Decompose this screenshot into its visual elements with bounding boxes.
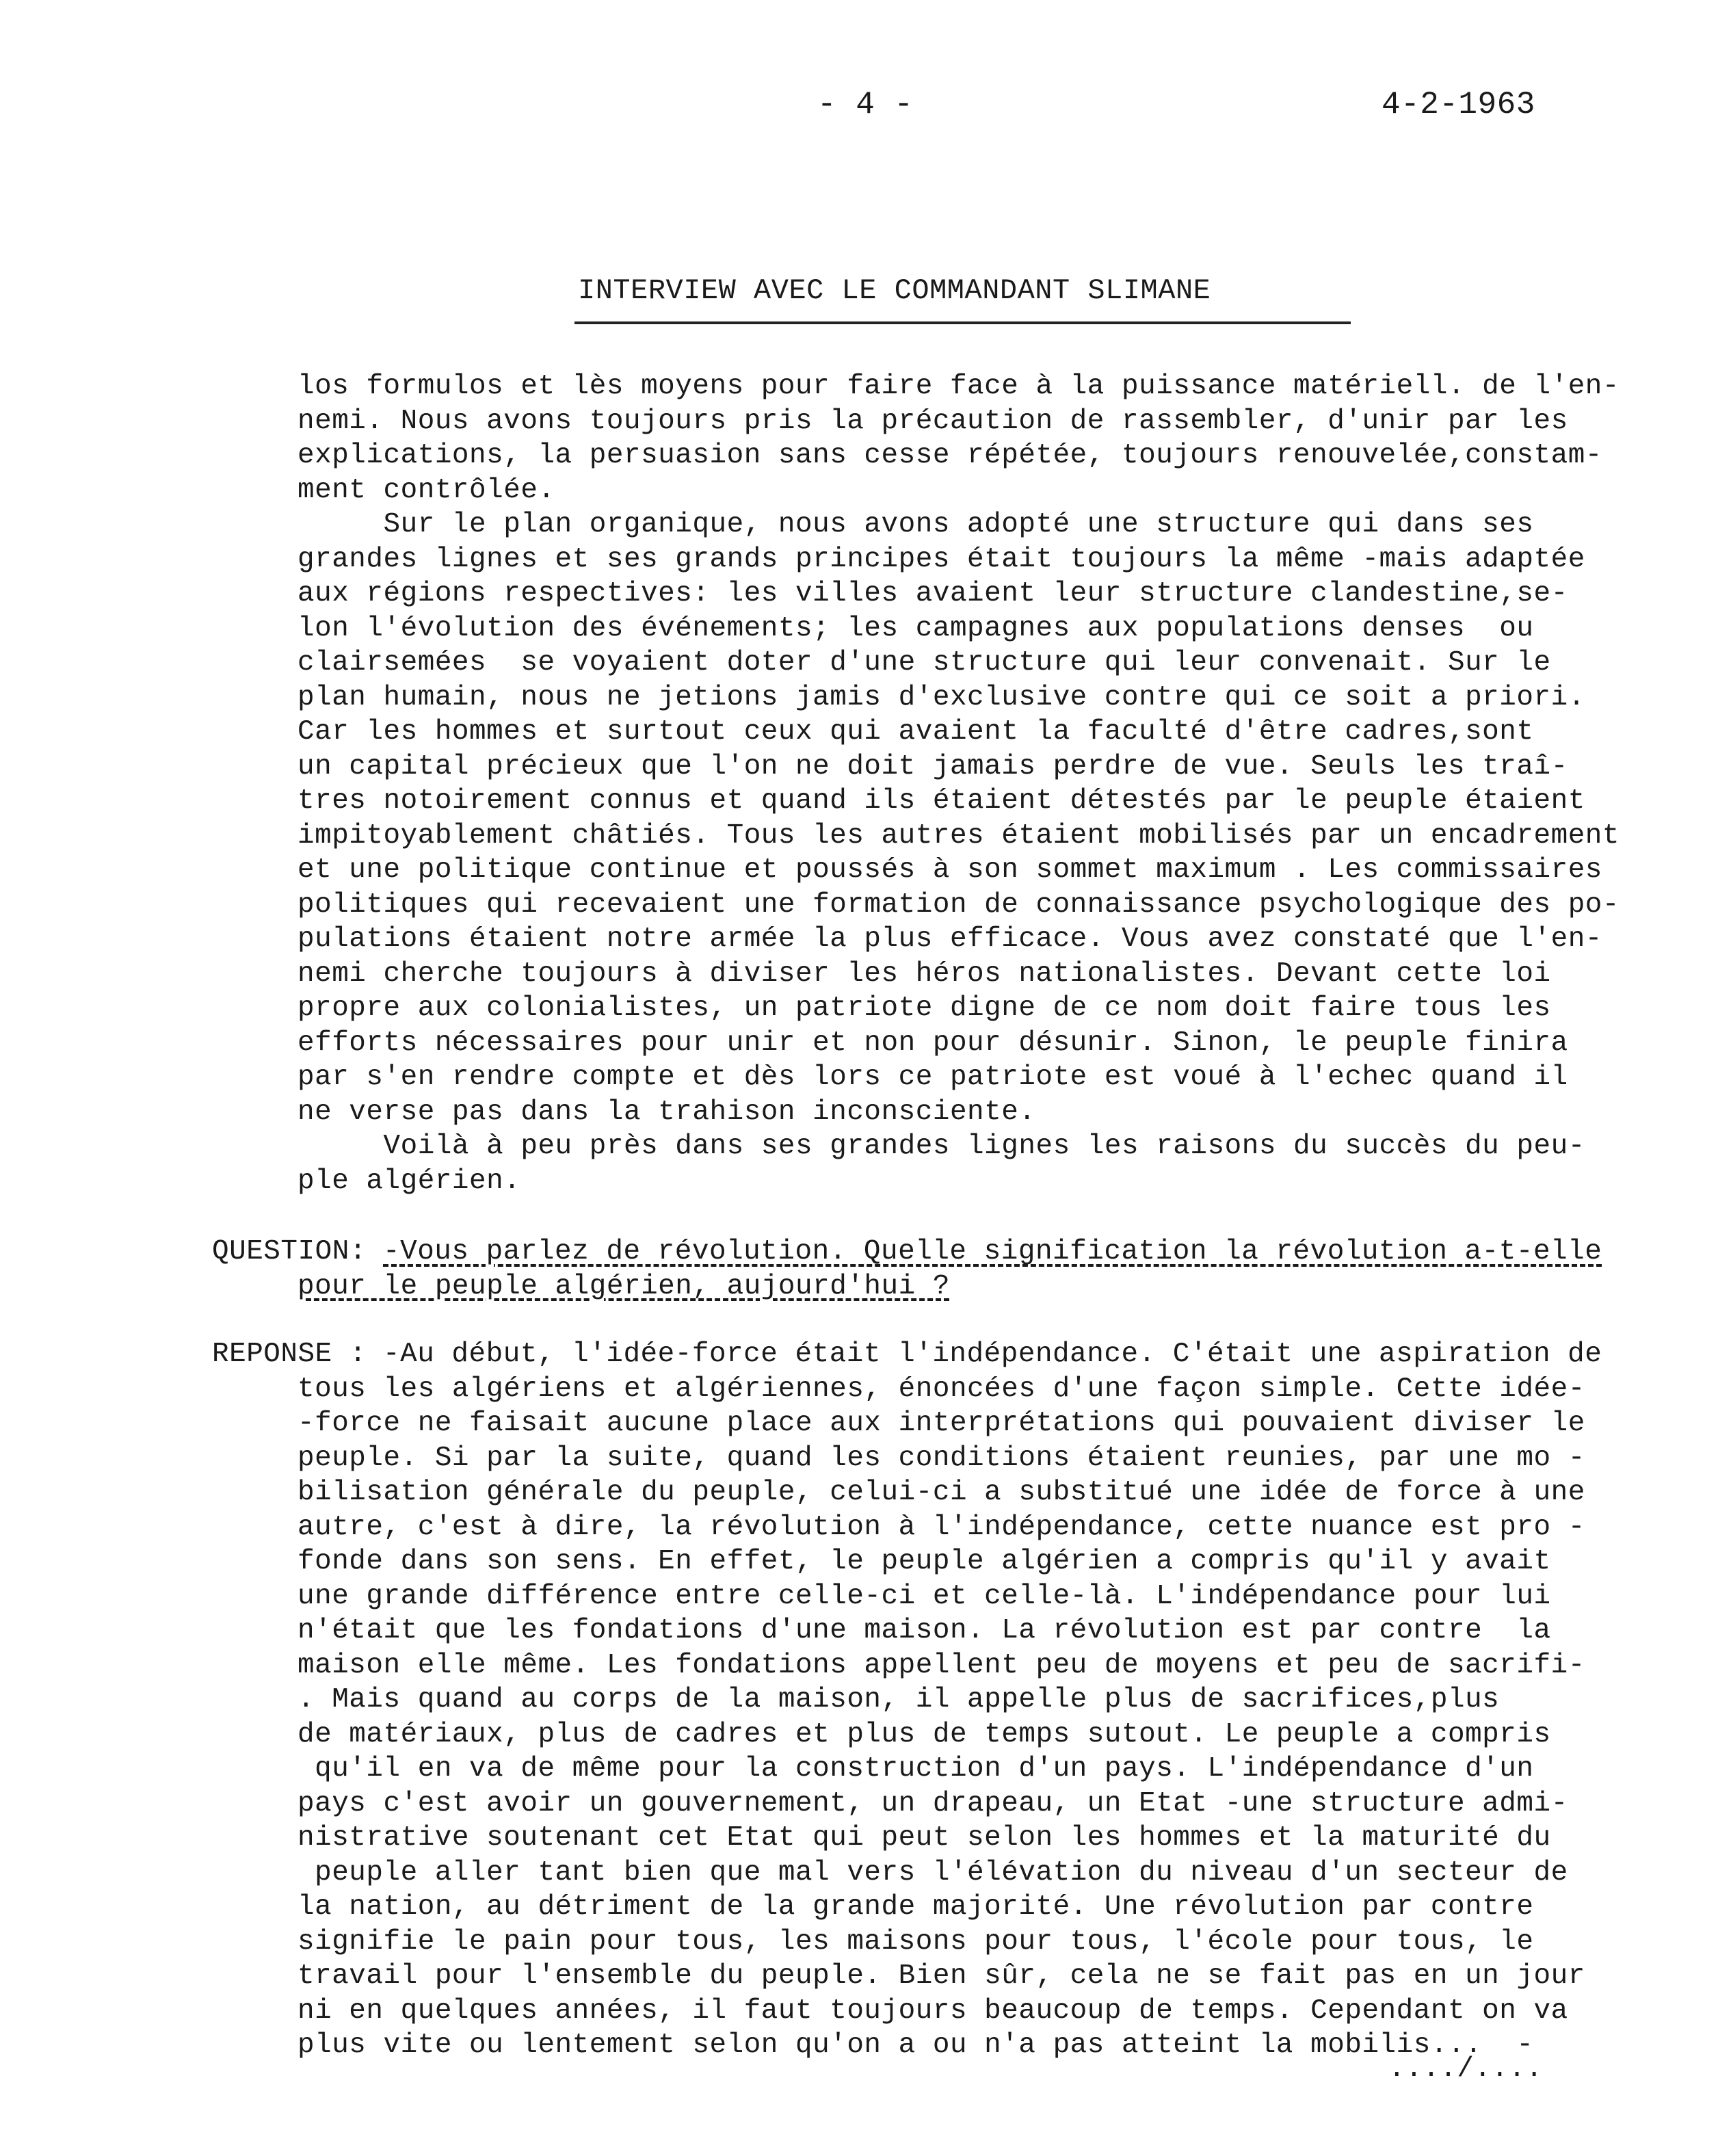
text-line: Car les hommes et surtout ceux qui avaient la faculté d'être cadres,sont	[298, 716, 1534, 748]
text-line: ne verse pas dans la trahison inconsciente.	[298, 1096, 1036, 1128]
text-line: la nation, au détriment de la grande majorité. Une révolution par contre	[298, 1891, 1534, 1923]
text-line: travail pour l'ensemble du peuple. Bien sûr, cela ne se fait pas en un jour	[298, 1960, 1585, 1992]
page-number: - 4 -	[817, 87, 914, 122]
text-line: ni en quelques années, il faut toujours beaucoup de temps. Cependant on va	[298, 1995, 1568, 2027]
text-line: bilisation générale du peuple, celui-ci a substitué une idée de force à une	[298, 1477, 1585, 1508]
text-line: nemi cherche toujours à diviser les héros nationalistes. Devant cette loi	[298, 958, 1551, 990]
text-line: fonde dans son sens. En effet, le peuple algérien a compris qu'il y avait	[298, 1546, 1551, 1577]
text-line: tous les algériens et algériennes, énoncées d'une façon simple. Cette idée-	[298, 1373, 1585, 1405]
text-line: plan humain, nous ne jetions jamis d'exclusive contre qui ce soit a priori.	[298, 681, 1585, 713]
text-line: -Au début, l'idée-force était l'indépendance. C'était une aspiration de	[383, 1339, 1602, 1370]
document-title: INTERVIEW AVEC LE COMMANDANT SLIMANE	[578, 274, 1211, 307]
document-date: 4-2-1963	[1382, 87, 1535, 122]
text-line: -force ne faisait aucune place aux interprétations qui pouvaient diviser le	[298, 1408, 1585, 1439]
text-line: efforts nécessaires pour unir et non pour désunir. Sinon, le peuple finira	[298, 1027, 1568, 1059]
continued-marker: ..../....	[1388, 2053, 1543, 2085]
title-underline	[574, 321, 1351, 324]
text-line: peuple aller tant bien que mal vers l'élévation du niveau d'un secteur de	[298, 1856, 1568, 1889]
text-line: un capital précieux que l'on ne doit jamais perdre de vue. Seuls les traî-	[298, 750, 1568, 783]
text-line: pour le peuple algérien, aujourd'hui ?	[298, 1270, 950, 1302]
text-line: qu'il en va de même pour la construction d'un pays. L'indépendance d'un	[298, 1753, 1534, 1785]
text-line: aux régions respectives: les villes avaient leur structure clandestine,se-	[298, 578, 1568, 609]
text-line: los formulos et lès moyens pour faire face à la puissance matériell. de l'en-	[298, 371, 1620, 402]
text-line: par s'en rendre compte et dès lors ce patriote est voué à l'echec quand il	[298, 1062, 1568, 1093]
text-line: ple algérien.	[298, 1165, 521, 1197]
text-line: clairsemées se voyaient doter d'une structure qui leur convenait. Sur le	[298, 647, 1551, 679]
text-line: une grande différence entre celle-ci et celle-là. L'indépendance pour lui	[298, 1580, 1551, 1612]
text-line: n'était que les fondations d'une maison. La révolution est par contre la	[298, 1615, 1551, 1646]
text-line: propre aux colonialistes, un patriote digne de ce nom doit faire tous les	[298, 992, 1551, 1024]
text-line: Voilà à peu près dans ses grandes lignes les raisons du succès du peu-	[298, 1131, 1585, 1162]
text-line: ment contrôlée.	[298, 474, 555, 506]
response-text	[298, 1337, 1602, 2063]
body-paragraphs	[298, 369, 1620, 1198]
text-line: tres notoirement connus et quand ils étaient détestés par le peuple étaient	[298, 785, 1585, 817]
text-line: explications, la persuasion sans cesse répétée, toujours renouvelée,constam-	[298, 440, 1602, 471]
text-line: nemi. Nous avons toujours pris la précaution de rassembler, d'unir par les	[298, 405, 1568, 437]
text-line: Sur le plan organique, nous avons adopté une structure qui dans ses	[298, 509, 1534, 540]
text-line: nistrative soutenant cet Etat qui peut selon les hommes et la maturité du	[298, 1822, 1551, 1854]
text-line: peuple. Si par la suite, quand les conditions étaient reunies, par une mo -	[298, 1442, 1585, 1474]
text-line: pulations étaient notre armée la plus efficace. Vous avez constaté que l'en-	[298, 923, 1602, 955]
text-line: lon l'évolution des événements; les campagnes aux populations denses ou	[298, 612, 1534, 644]
text-line: et une politique continue et poussés à son sommet maximum . Les commissaires	[298, 854, 1602, 886]
question-text	[298, 1235, 1602, 1304]
response-label: REPONSE :	[212, 1339, 367, 1370]
text-line: plus vite ou lentement selon qu'on a ou n'a pas atteint la mobilis... -	[298, 2029, 1534, 2061]
text-line: politiques qui recevaient une formation de connaissance psychologique des po-	[298, 889, 1620, 921]
text-line: grandes lignes et ses grands principes était toujours la même -mais adaptée	[298, 543, 1585, 575]
text-line: autre, c'est à dire, la révolution à l'indépendance, cette nuance est pro -	[298, 1511, 1585, 1543]
text-line: maison elle même. Les fondations appellent peu de moyens et peu de sacrifi-	[298, 1649, 1585, 1681]
text-line: de matériaux, plus de cadres et plus de temps sutout. Le peuple a compris	[298, 1718, 1551, 1750]
text-line: pays c'est avoir un gouvernement, un drapeau, un Etat -une structure admi-	[298, 1787, 1568, 1819]
text-line: . Mais quand au corps de la maison, il appelle plus de sacrifices,plus	[298, 1684, 1500, 1715]
text-line: signifie le pain pour tous, les maisons pour tous, l'école pour tous, le	[298, 1925, 1534, 1958]
text-line: impitoyablement châtiés. Tous les autres étaient mobilisés par un encadrement	[298, 819, 1620, 852]
question-label: QUESTION:	[212, 1236, 367, 1267]
text-line: -Vous parlez de révolution. Quelle signification la révolution a-t-elle	[383, 1236, 1602, 1267]
